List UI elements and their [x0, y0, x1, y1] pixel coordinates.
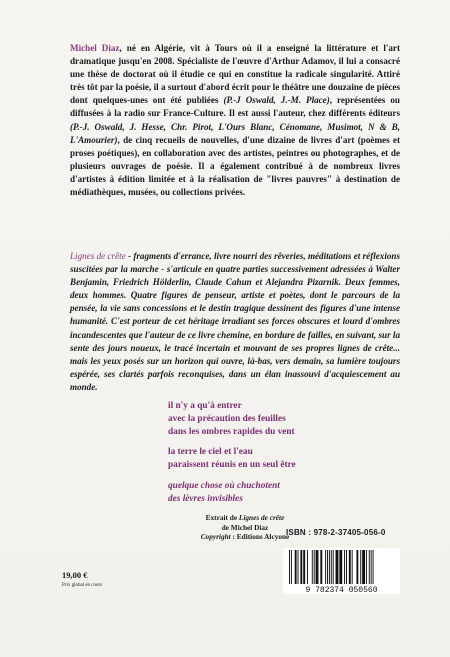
- poem-line: des lèvres invisibles: [168, 494, 243, 505]
- barcode: [283, 548, 400, 594]
- bio-text-1: , né en Algérie, vit à Tours où il a enseigné la littérature et l'art dramatique jusqu'en 2008. Spécialiste de l'œuvre d'Arthur Adamov, il lui a consacré une thèse de doctorat où il étudie ce qui en constitue la radicale singularité. Attiré très tôt par la poésie, il a surtout d'abord écrit pour le théâtre une douzaine de pièces dont quelques-unes ont été publiées: [70, 43, 400, 106]
- book-title: Lignes de crête: [70, 251, 126, 261]
- price: 19,00 €: [62, 570, 88, 580]
- bio-publishers-2: (P.-J. Oswald, J. Hesse, Chr. Pirot, L'Ours Blanc, Cénomane, Musimot, N & B, L'Amourier): [70, 121, 400, 145]
- blurb-text-2: Walter Benjamin, Friedrich Hölderlin, Claude Cahun et Alejandra Pizarnik. Deux femmes, deux hommes. Quatre figures de penseur, artiste et poètes, dont le parcours de la pensée, la vie sans concessions et le destin tragique dessinent des figures d'une intense humanité. C'est porteur de cet héritage irradiant ses forces obscures et lourd d'ombres incandescentes que l'auteur de ce livre chemine, en bordure de failles, en suivant, sur la sente des jours noueux, le tracé incertain et mouvant de ses propres lignes de crête... mais les yeux posés sur un horizon qui ouvre, là-bas, vers demain, sa lumière toujours espérée, ses clartés parfois reconquises, dans un élan inassouvi d'acquiescement au monde.: [70, 264, 400, 392]
- poem-line: dans les ombres rapides du vent: [168, 427, 295, 438]
- book-description: [70, 250, 400, 394]
- poem-stanza-3: [168, 480, 398, 506]
- poem-line: il n'y a qu'à entrer: [168, 401, 242, 411]
- barcode-graphic: [283, 548, 400, 594]
- barcode-digits: 9 782374 050560: [305, 586, 378, 594]
- author-name: Michel Diaz: [70, 43, 120, 53]
- poem-line: la terre le ciel et l'eau: [168, 447, 253, 457]
- author-biography: [70, 42, 400, 199]
- poem-stanza-2: [168, 446, 398, 472]
- poem-line: paraissent réunis en un seul être: [168, 460, 296, 471]
- bio-publishers-1: (P.-J Oswald, J.-M. Place): [223, 95, 330, 106]
- poem-stanza-1: [168, 400, 398, 440]
- bio-text-2: , représentées ou diffusées à la radio sur France-Culture. Il est aussi l'auteur, chez différents éditeurs: [70, 95, 400, 119]
- poem-line: quelque chose où chuchotent: [168, 481, 280, 491]
- extract-credit: Extrait de Lignes de crête de Michel Diaz Copyright : Editions Alcyone: [200, 513, 290, 542]
- isbn-label: ISBN : 978-2-37405-056-0: [286, 528, 386, 537]
- price-note: Prix global en cours: [62, 583, 103, 588]
- bio-text-3: , de cinq recueils de nouvelles, d'une dizaine de livres d'art (poèmes et proses poétiques), en collaboration avec des artistes, peintres ou photographes, et de plusieurs ouvrages de poésie. Il a également contribué à de nombreux livres d'artistes à édition limitée et à la réalisation de "livres pauvres" à destination de médiathèques, musées, ou collections privées.: [70, 134, 400, 198]
- poem-line: avec la précaution des feuilles: [168, 414, 286, 425]
- blurb-text-1: - fragments d'errance, livre nourri des rêveries, méditations et réflexions suscitées par la marche - s'articule en quatre parties successivement adressées à: [70, 251, 400, 275]
